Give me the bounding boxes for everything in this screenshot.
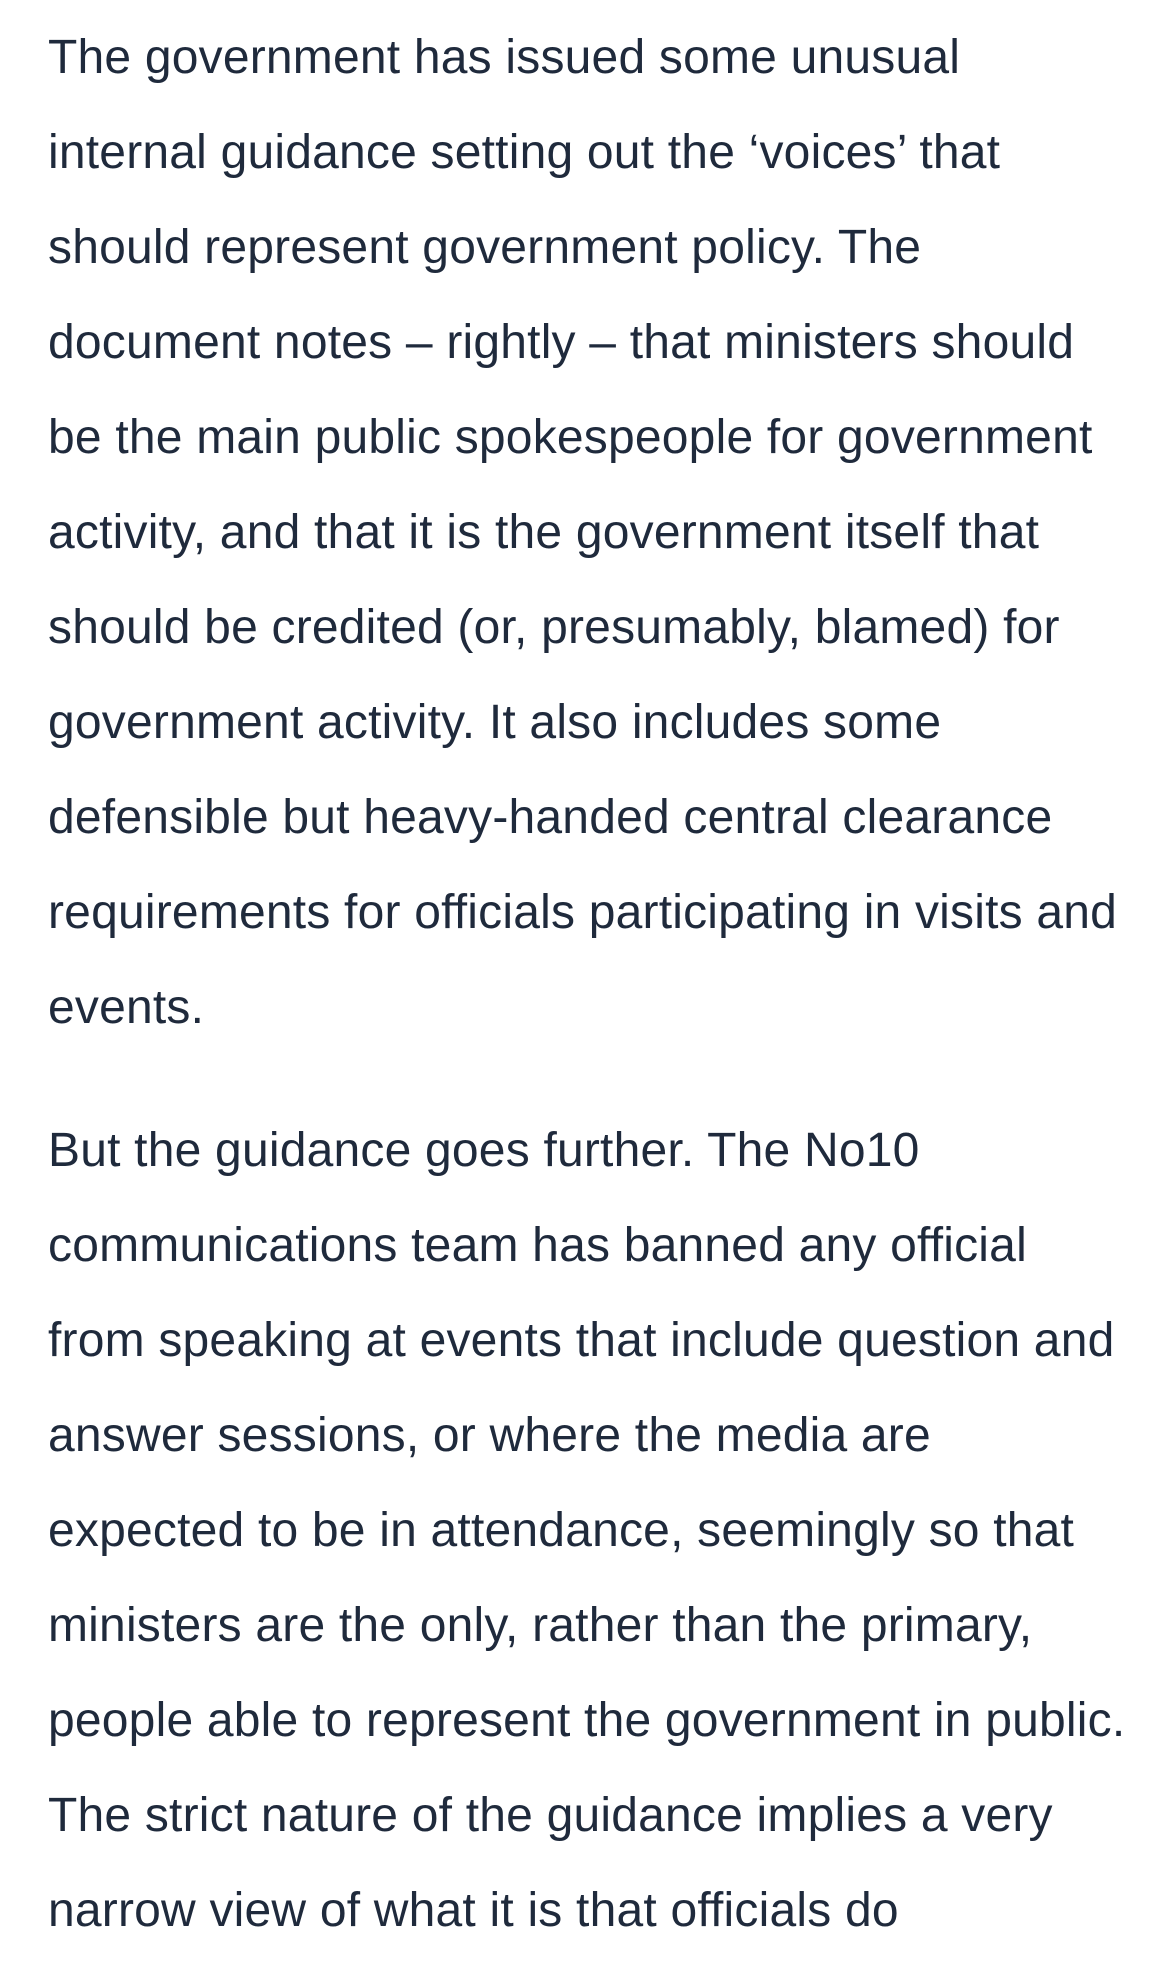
article-body bbox=[48, 10, 1128, 1958]
article-paragraph-2: But the guidance goes further. The No10 communications team has banned any official from speaking at events that include question and answer sessions, or where the media are expected to be in attendance, seemingly so that ministers are the only, rather than the primary, people able to represent the government in public. The strict nature of the guidance implies a very narrow view of what it is that officials do bbox=[48, 1124, 1126, 1937]
article-paragraph-1: The government has issued some unusual internal guidance setting out the ‘voices’ that should represent government policy. The document notes – rightly – that ministers should be the main public spokespeople for government activity, and that it is the government itself that should be credited (or, presumably, blamed) for government activity. It also includes some defensible but heavy-handed central clearance requirements for officials participating in visits and events. bbox=[48, 31, 1118, 1034]
